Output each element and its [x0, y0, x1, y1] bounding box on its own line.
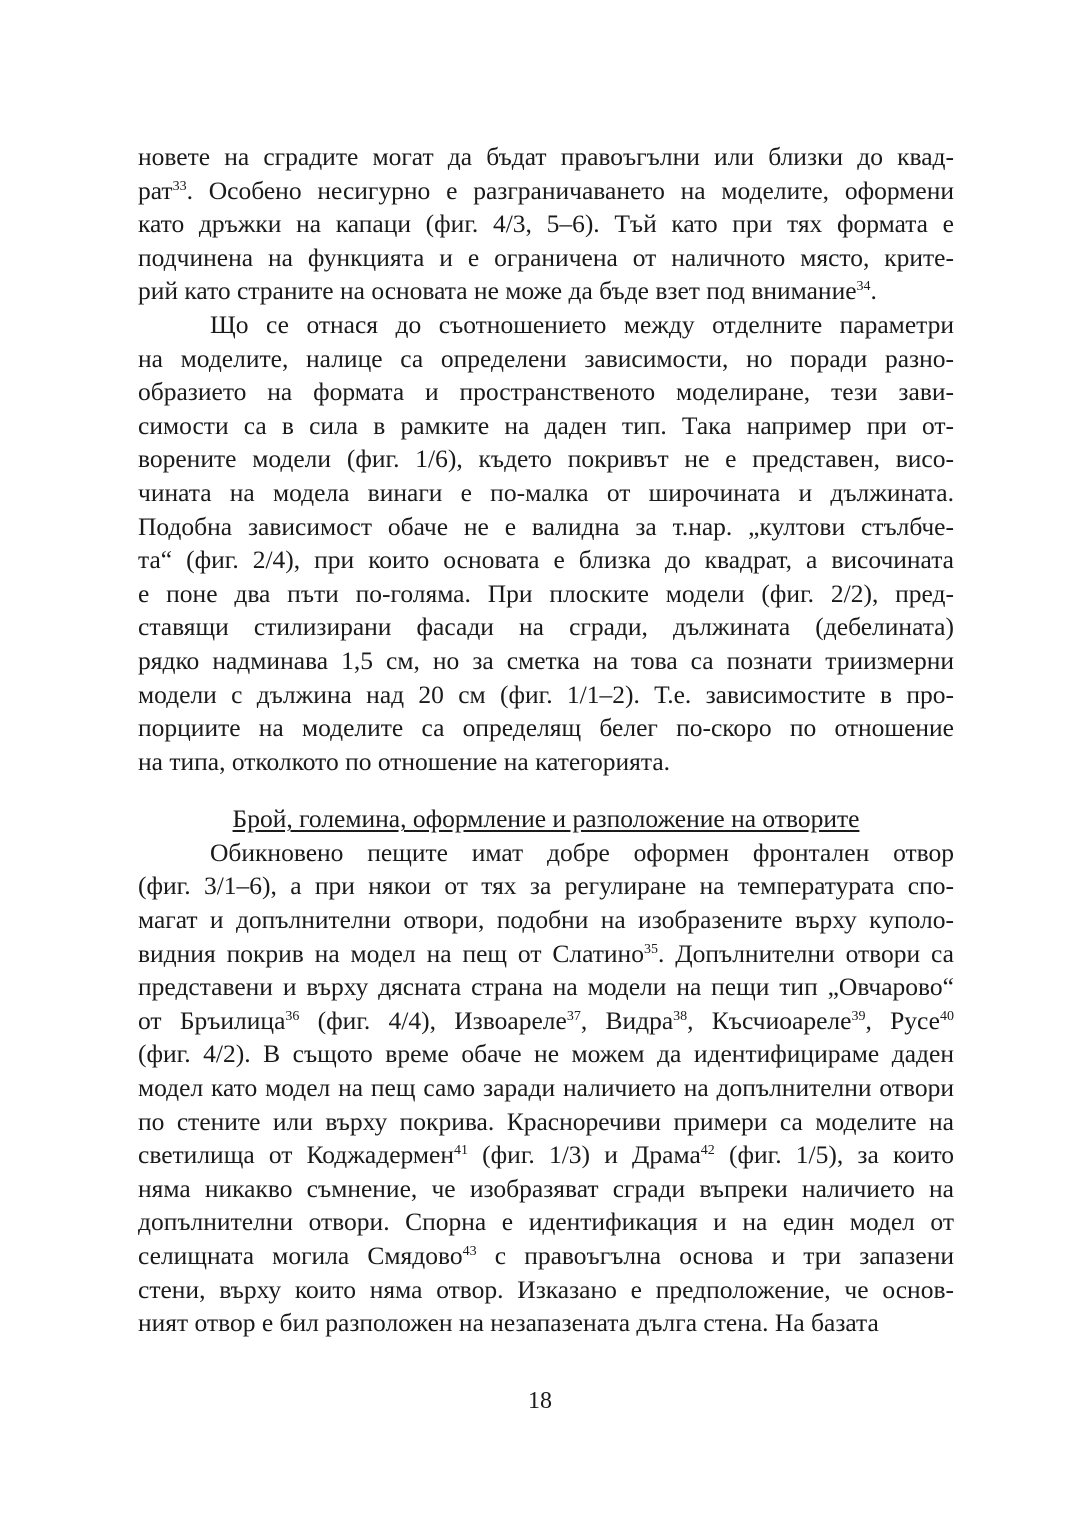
text-line: рий като страните на основата не може да бъде взет под внимание$^{34}$. [138, 276, 877, 306]
footnote-ref: 36 [285, 1008, 300, 1024]
text-line: образието на формата и пространственото моделиране, тези зави- [138, 377, 954, 407]
text-line: няма никакво съмнение, че изобразяват сгради въпреки наличието на [138, 1173, 954, 1203]
text-line: на типа, отколкото по отношение на категорията. [138, 746, 671, 776]
footnote-ref: 40 [940, 1008, 954, 1024]
text-line: като дръжки на капаци (фиг. 4/3, 5–6). Тъй като при тях формата е [138, 209, 954, 239]
text-line: модели с дължина над 20 см (фиг. 1/1–2). Т.е. зависимостите в про- [138, 679, 954, 709]
text-line: рат$^{33}$. Особено несигурно е разграничаването на моделите, оформени [138, 175, 954, 205]
text-line: Обикновено пещите имат добре оформен фронтален отвор [210, 837, 954, 867]
text-line: чината на модела винаги е по-малка от широчината и дължината. [138, 477, 954, 507]
text-line: Що се отнася до съотношението между отделните параметри [210, 309, 954, 339]
footnote-ref: 43 [462, 1244, 477, 1259]
text-line: порциите на моделите са определящ белег по-скоро по отношение [138, 713, 954, 743]
text-line: (фиг. 4/2). В същото време обаче не можем да идентифицираме даден [138, 1039, 954, 1069]
footnote-ref: 38 [673, 1008, 688, 1024]
document-page [138, 140, 954, 1340]
footnote-ref: 37 [566, 1008, 581, 1024]
text-line: (фиг. 3/1–6), а при някои от тях за регулиране на температурата спо- [138, 871, 954, 901]
text-line: модел като модел на пещ само заради наличието на допълнителни отвори [138, 1073, 954, 1103]
text-line: ният отвор е бил разположен на незапазената дълга стена. На базата [138, 1308, 879, 1338]
text-line: на моделите, налице са определени зависимости, но поради разно- [138, 343, 954, 373]
paragraph-3 [138, 836, 954, 1340]
text-line: по стените или върху покрива. Красноречиви примери са моделите на [138, 1106, 954, 1136]
text-line: рядко надминава 1,5 см, но за сметка на това са познати триизмерни [138, 645, 954, 675]
footnote-ref: 41 [453, 1143, 468, 1159]
text-line: селищната могила Смядово$^{43}$ с правоъгълна основа и три запазени [138, 1241, 954, 1270]
text-line: светилища от Коджадермен$^{41}$ (фиг. 1/3) и Драма$^{42}$ (фиг. 1/5), за които [138, 1140, 954, 1170]
footnote-ref: 39 [851, 1008, 866, 1024]
text-line: видния покрив на модел на пещ от Слатино$^{35}$. Допълнителни отвори са [138, 938, 954, 968]
footnote-ref: 35 [643, 941, 658, 957]
text-line: Подобна зависимост обаче не е валидна за т.нар. „култови стълбче- [138, 511, 954, 541]
text-line: от Бръилица$^{36}$ (фиг. 4/4), Извоареле$^{37}$, Видра$^{38}$, Късчиоареле$^{39}$, Русе$^{40}$ [138, 1005, 954, 1035]
text-line: стени, върху които няма отвор. Изказано е предположение, че основ- [138, 1274, 954, 1304]
footnote-ref: 33 [172, 178, 187, 194]
text-line: е поне два пъти по-голяма. При плоските модели (фиг. 2/2), пред- [138, 578, 954, 608]
paragraph-2 [138, 308, 954, 778]
footnote-ref: 34 [856, 279, 871, 295]
text-line: допълнителни отвори. Спорна е идентификация и на един модел от [138, 1207, 954, 1237]
text-line: симости са в сила в рамките на даден тип. Така например при от- [138, 410, 954, 440]
text-line: подчинена на функцията и е ограничена от наличното място, крите- [138, 242, 954, 272]
page-number: 18 [528, 1388, 552, 1414]
text-line: новете на сградите могат да бъдат правоъгълни или близки до квад- [138, 142, 954, 171]
paragraph-1 [138, 140, 954, 308]
text-line: магат и допълнителни отвори, подобни на изобразените върху куполо- [138, 905, 954, 935]
text-line: та“ (фиг. 2/4), при които основата е близка до квадрат, а височината [138, 545, 954, 575]
footnote-ref: 42 [700, 1143, 715, 1159]
text-line: представени и върху дясната страна на модели на пещи тип „Овчарово“ [138, 972, 954, 1002]
text-line: ставящи стилизирани фасади на сгради, дължината (дебелината) [138, 612, 954, 642]
section-heading: Брой, големина, оформление и разположение на отворите [232, 804, 860, 834]
text-line: ворените модели (фиг. 1/6), където покривът не е представен, висо- [138, 444, 954, 474]
